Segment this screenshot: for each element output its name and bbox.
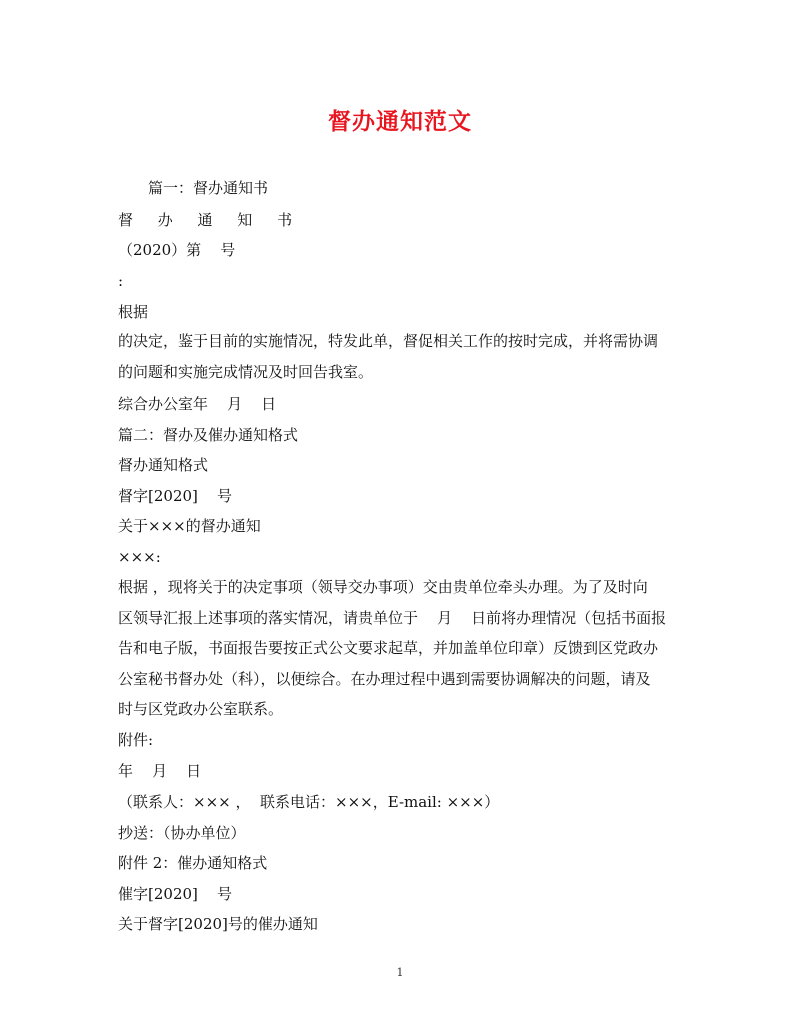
notice-heading: 督 办 通 知 书 [118,211,303,229]
body-text-line: 时与区党政办公室联系。 [118,700,284,718]
attachment-heading: 附件 2：催办通知格式 [118,854,268,872]
section-heading-1: 篇一：督办通知书 [148,179,269,197]
body-text-line: 根据 ，现将关于的决定事项（领导交办事项）交由贵单位牵头办理。为了及时向 [118,578,648,596]
recipient-line: : [118,272,124,290]
body-text-line: 区领导汇报上述事项的落实情况，请贵单位于 月 日前将办理情况（包括书面报 [118,609,667,627]
body-text-line: 根据 [118,303,149,321]
contact-line: （联系人：××× ， 联系电话：×××，E-mail: ×××） [118,793,500,811]
page-number: 1 [396,966,404,979]
document-number: 催字[2020] 号 [118,885,232,903]
notice-subject: 关于×××的督办通知 [118,517,261,535]
body-text-line: 告和电子版，书面报告要按正式公文要求起草，并加盖单位印章）反馈到区党政办 [118,639,659,657]
notice-subject: 关于督字[2020]号的催办通知 [118,915,318,933]
date-line: 年 月 日 [118,762,202,780]
cc-line: 抄送：（协办单位） [118,824,246,842]
notice-number: （2020）第 号 [118,241,236,259]
section-heading-2: 篇二：督办及催办通知格式 [118,426,299,444]
body-text-line: 的决定，鉴于目前的实施情况，特发此单，督促相关工作的按时完成，并将需协调 [118,332,659,350]
signature-date-line: 综合办公室年 月 日 [118,395,277,413]
recipient-line: ×××: [118,548,161,566]
document-number: 督字[2020] 号 [118,487,232,505]
format-heading: 督办通知格式 [118,456,209,474]
attachment-line: 附件: [118,731,154,749]
body-text-line: 的问题和实施完成情况及时回告我室。 [118,363,374,381]
body-text-line: 公室秘书督办处（科），以便综合。在办理过程中遇到需要协调解决的问题，请及 [118,670,651,688]
document-title: 督办通知范文 [328,108,472,135]
